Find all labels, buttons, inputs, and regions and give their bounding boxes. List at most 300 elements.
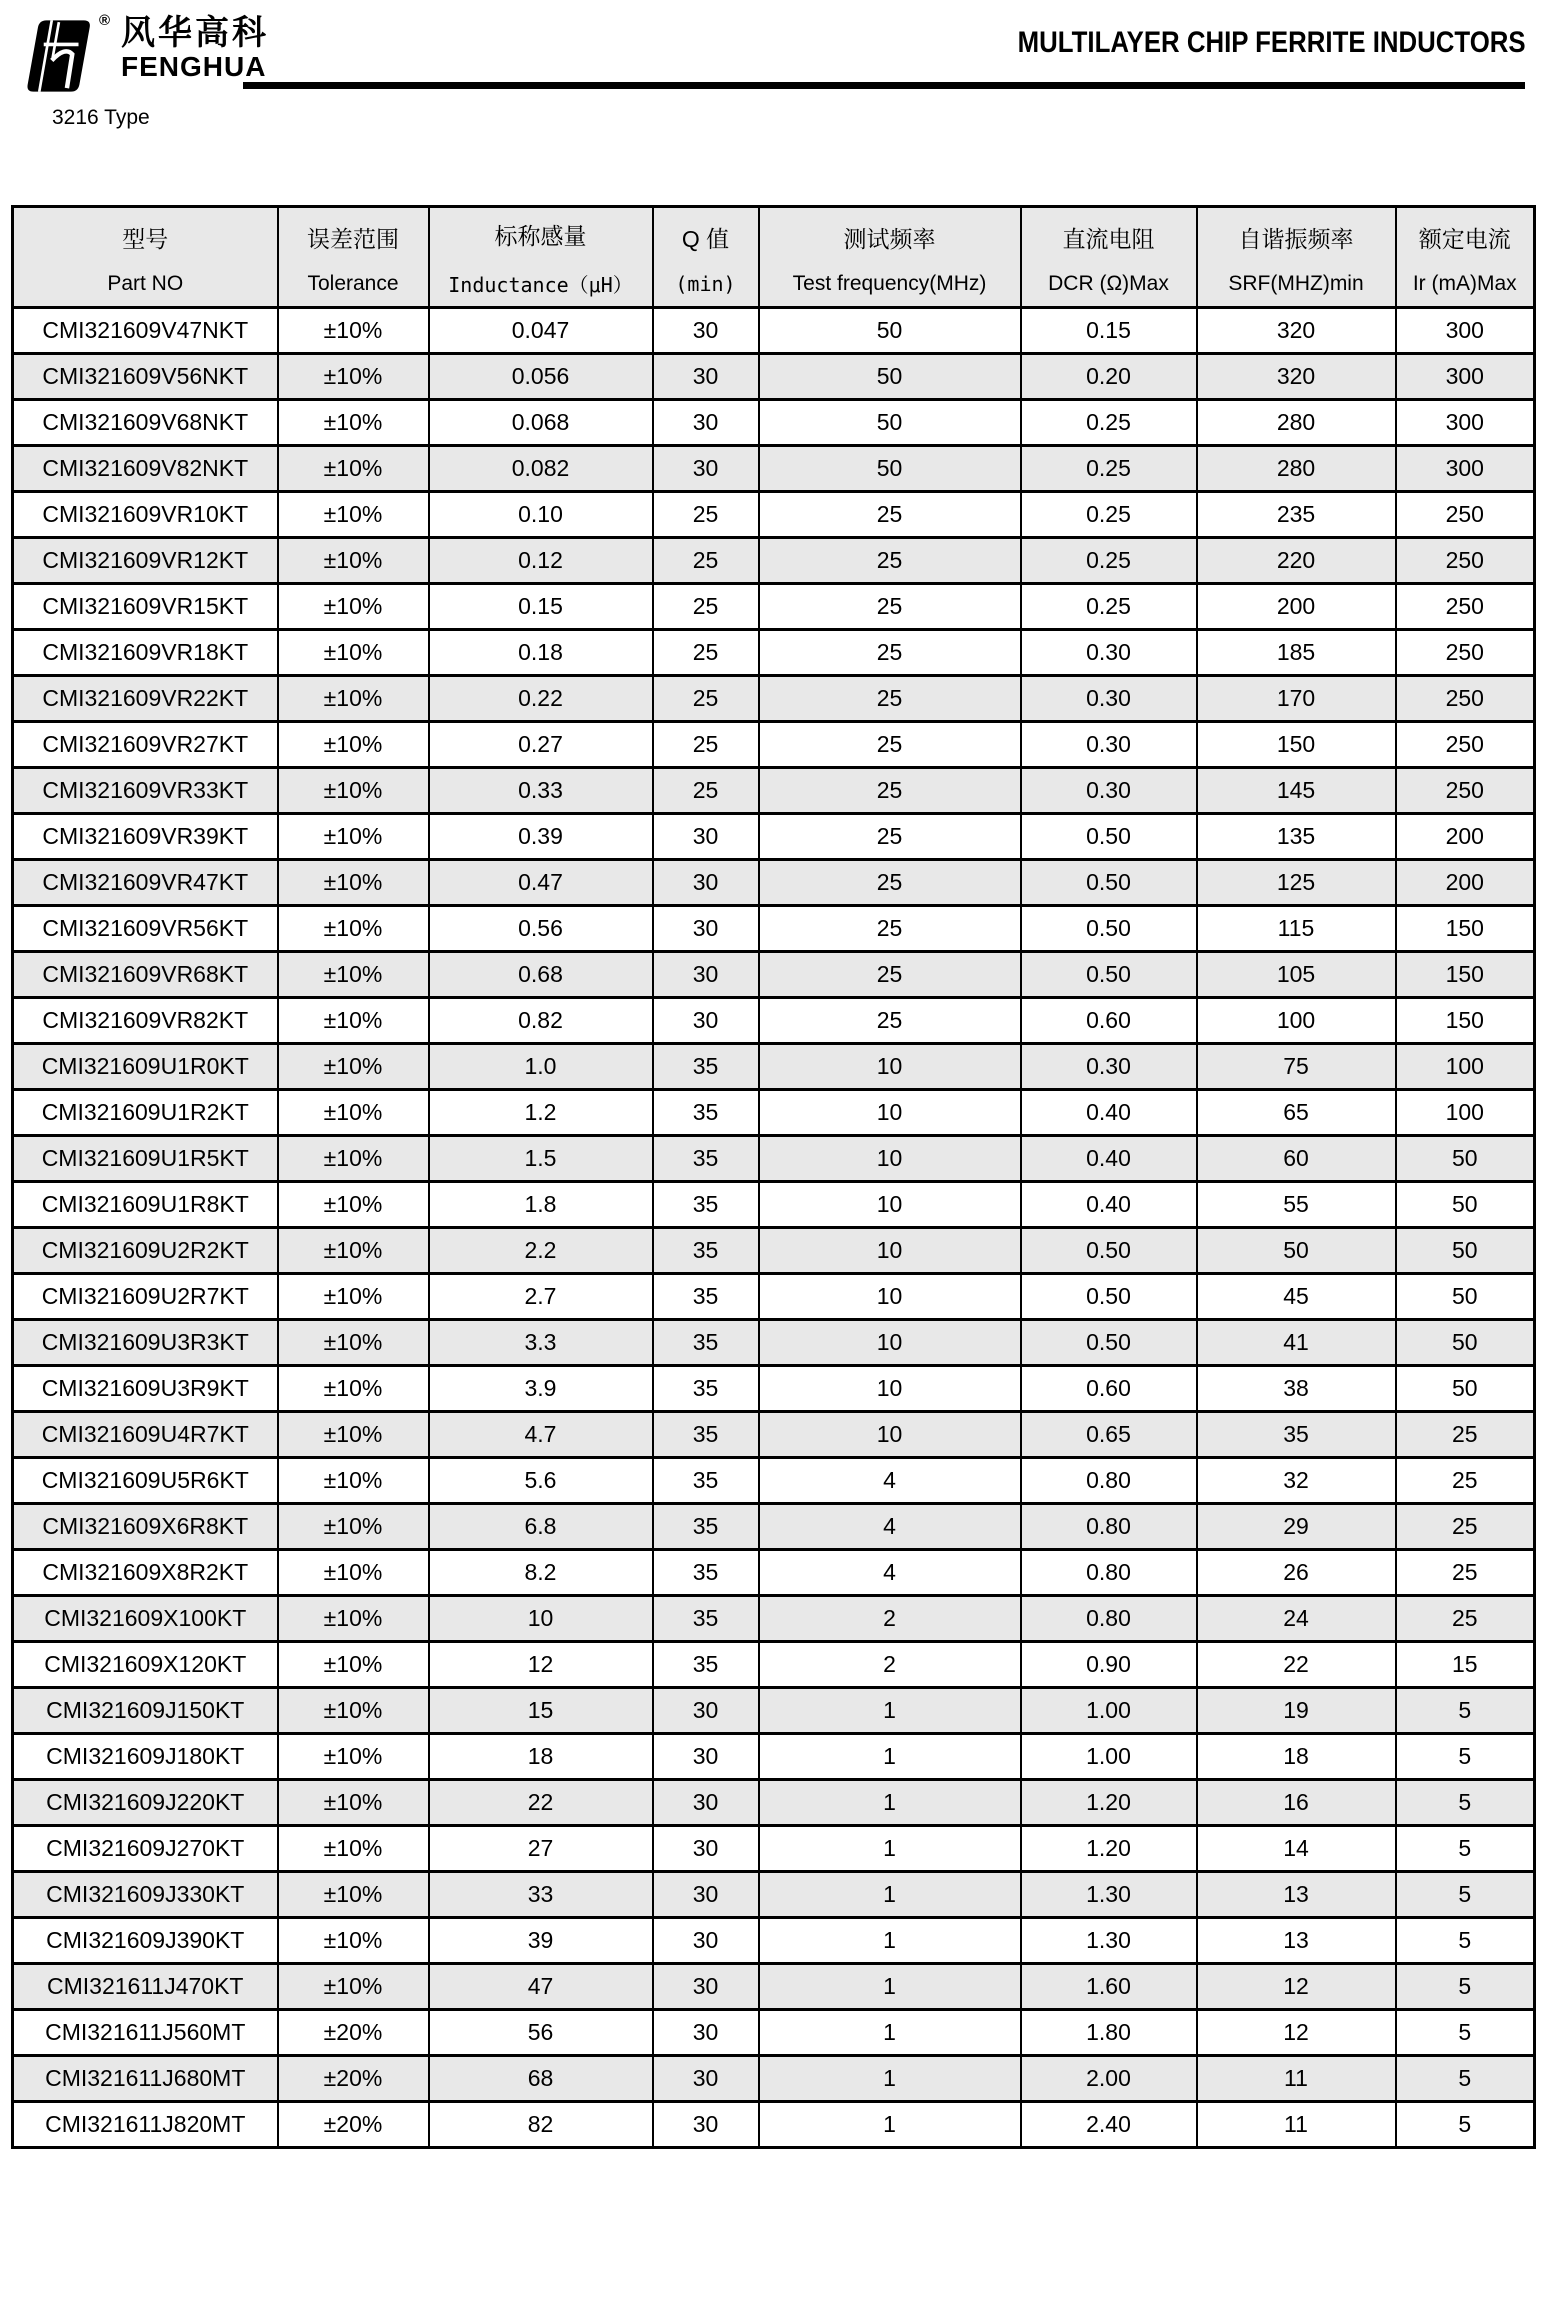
cell-part-no: CMI321609J220KT — [13, 1780, 278, 1826]
section-label: 3216 Type — [52, 106, 150, 129]
cell-value: 0.80 — [1021, 1504, 1197, 1550]
header-rule — [243, 82, 1525, 89]
cell-value: 50 — [759, 446, 1021, 492]
cell-value: ±10% — [278, 354, 429, 400]
cell-value: ±10% — [278, 952, 429, 998]
cell-value: ±20% — [278, 2056, 429, 2102]
cell-value: 2 — [759, 1642, 1021, 1688]
cell-part-no: CMI321609VR47KT — [13, 860, 278, 906]
cell-value: 1.0 — [429, 1044, 653, 1090]
cell-value: 0.68 — [429, 952, 653, 998]
cell-value: 35 — [653, 1228, 759, 1274]
cell-value: 19 — [1197, 1688, 1396, 1734]
cell-value: 65 — [1197, 1090, 1396, 1136]
cell-value: 5 — [1396, 2102, 1535, 2148]
cell-value: 33 — [429, 1872, 653, 1918]
cell-value: 5 — [1396, 1780, 1535, 1826]
cell-value: 250 — [1396, 768, 1535, 814]
page-title: MULTILAYER CHIP FERRITE INDUCTORS — [1018, 26, 1526, 59]
cell-value: 30 — [653, 1918, 759, 1964]
cell-value: 30 — [653, 906, 759, 952]
cell-value: ±10% — [278, 1964, 429, 2010]
cell-value: 25 — [759, 906, 1021, 952]
cell-value: 150 — [1396, 998, 1535, 1044]
cell-value: 50 — [759, 400, 1021, 446]
cell-value: ±10% — [278, 1596, 429, 1642]
table-row — [13, 2102, 1535, 2148]
column-header-4 — [759, 207, 1021, 308]
column-header-1 — [278, 207, 429, 308]
table-row — [13, 1412, 1535, 1458]
cell-value: 35 — [1197, 1412, 1396, 1458]
table-row — [13, 722, 1535, 768]
cell-part-no: CMI321609X8R2KT — [13, 1550, 278, 1596]
cell-value: 0.25 — [1021, 446, 1197, 492]
table-row — [13, 446, 1535, 492]
cell-value: 0.40 — [1021, 1182, 1197, 1228]
cell-value: 5 — [1396, 1872, 1535, 1918]
cell-value: 0.65 — [1021, 1412, 1197, 1458]
cell-value: 0.30 — [1021, 1044, 1197, 1090]
table-row — [13, 1320, 1535, 1366]
cell-value: 24 — [1197, 1596, 1396, 1642]
cell-value: 0.50 — [1021, 1320, 1197, 1366]
cell-value: 0.82 — [429, 998, 653, 1044]
column-header-cn: Q 值 — [681, 225, 730, 252]
cell-value: 50 — [1396, 1320, 1535, 1366]
cell-value: ±10% — [278, 998, 429, 1044]
cell-value: 135 — [1197, 814, 1396, 860]
cell-part-no: CMI321609VR56KT — [13, 906, 278, 952]
cell-value: ±10% — [278, 1274, 429, 1320]
cell-value: 0.50 — [1021, 860, 1197, 906]
table-row — [13, 1550, 1535, 1596]
cell-value: 300 — [1396, 400, 1535, 446]
table-row — [13, 1780, 1535, 1826]
cell-value: ±10% — [278, 1550, 429, 1596]
cell-value: 5 — [1396, 1826, 1535, 1872]
cell-value: 3.3 — [429, 1320, 653, 1366]
cell-value: 30 — [653, 446, 759, 492]
cell-value: 10 — [759, 1274, 1021, 1320]
cell-value: 150 — [1197, 722, 1396, 768]
cell-value: 1.8 — [429, 1182, 653, 1228]
cell-value: 100 — [1396, 1090, 1535, 1136]
column-header-7 — [1396, 207, 1535, 308]
table-row — [13, 1734, 1535, 1780]
cell-part-no: CMI321609U1R8KT — [13, 1182, 278, 1228]
cell-value: 35 — [653, 1642, 759, 1688]
table-row — [13, 1964, 1535, 2010]
cell-value: 30 — [653, 998, 759, 1044]
table-row — [13, 1136, 1535, 1182]
cell-value: 10 — [429, 1596, 653, 1642]
cell-value: 150 — [1396, 906, 1535, 952]
cell-value: 30 — [653, 2102, 759, 2148]
cell-value: 41 — [1197, 1320, 1396, 1366]
cell-value: 27 — [429, 1826, 653, 1872]
table-row — [13, 1044, 1535, 1090]
cell-value: 25 — [759, 630, 1021, 676]
cell-value: 115 — [1197, 906, 1396, 952]
cell-part-no: CMI321609VR22KT — [13, 676, 278, 722]
column-header-en: Inductance（μH） — [448, 273, 633, 297]
cell-part-no: CMI321609VR33KT — [13, 768, 278, 814]
cell-part-no: CMI321609VR10KT — [13, 492, 278, 538]
cell-value: 10 — [759, 1228, 1021, 1274]
cell-part-no: CMI321609U2R2KT — [13, 1228, 278, 1274]
column-header-en: Test frequency(MHz) — [792, 271, 987, 295]
cell-value: 25 — [1396, 1550, 1535, 1596]
cell-value: 55 — [1197, 1182, 1396, 1228]
cell-value: 10 — [759, 1320, 1021, 1366]
cell-value: 30 — [653, 354, 759, 400]
cell-value: 25 — [759, 952, 1021, 998]
cell-value: 0.30 — [1021, 768, 1197, 814]
table-row — [13, 1872, 1535, 1918]
cell-part-no: CMI321609J150KT — [13, 1688, 278, 1734]
cell-value: 0.60 — [1021, 998, 1197, 1044]
cell-value: 25 — [653, 538, 759, 584]
cell-value: 10 — [759, 1182, 1021, 1228]
cell-value: 39 — [429, 1918, 653, 1964]
cell-value: 0.27 — [429, 722, 653, 768]
cell-value: 280 — [1197, 446, 1396, 492]
cell-value: 0.80 — [1021, 1458, 1197, 1504]
cell-value: 0.25 — [1021, 400, 1197, 446]
cell-value: 1 — [759, 2010, 1021, 2056]
cell-value: ±10% — [278, 1320, 429, 1366]
table-row — [13, 1596, 1535, 1642]
cell-part-no: CMI321611J560MT — [13, 2010, 278, 2056]
cell-part-no: CMI321609J330KT — [13, 1872, 278, 1918]
cell-part-no: CMI321609V68NKT — [13, 400, 278, 446]
cell-value: ±10% — [278, 1412, 429, 1458]
cell-value: 0.40 — [1021, 1136, 1197, 1182]
cell-value: 1.20 — [1021, 1826, 1197, 1872]
cell-value: 3.9 — [429, 1366, 653, 1412]
logo-english-name: FENGHUA — [121, 51, 267, 82]
cell-value: 10 — [759, 1412, 1021, 1458]
cell-value: 25 — [1396, 1504, 1535, 1550]
cell-value: 35 — [653, 1596, 759, 1642]
cell-part-no: CMI321609U1R2KT — [13, 1090, 278, 1136]
fenghua-logo-icon — [25, 14, 91, 98]
cell-value: ±10% — [278, 1826, 429, 1872]
cell-value: 0.50 — [1021, 906, 1197, 952]
cell-value: 2.40 — [1021, 2102, 1197, 2148]
cell-value: 1.00 — [1021, 1734, 1197, 1780]
cell-value: ±10% — [278, 1780, 429, 1826]
cell-value: 10 — [759, 1090, 1021, 1136]
cell-value: ±10% — [278, 492, 429, 538]
column-header-0 — [13, 207, 278, 308]
cell-value: ±10% — [278, 1504, 429, 1550]
cell-value: 13 — [1197, 1918, 1396, 1964]
cell-value: 1.30 — [1021, 1872, 1197, 1918]
cell-value: 29 — [1197, 1504, 1396, 1550]
cell-value: 1.00 — [1021, 1688, 1197, 1734]
table-row — [13, 676, 1535, 722]
cell-part-no: CMI321609X120KT — [13, 1642, 278, 1688]
cell-value: 0.15 — [1021, 308, 1197, 354]
cell-value: ±10% — [278, 538, 429, 584]
cell-part-no: CMI321609J180KT — [13, 1734, 278, 1780]
cell-value: 100 — [1396, 1044, 1535, 1090]
cell-value: 0.50 — [1021, 1228, 1197, 1274]
cell-value: 8.2 — [429, 1550, 653, 1596]
cell-value: 35 — [653, 1044, 759, 1090]
cell-value: 25 — [653, 630, 759, 676]
cell-value: 250 — [1396, 584, 1535, 630]
cell-value: 1 — [759, 1918, 1021, 1964]
cell-value: 150 — [1396, 952, 1535, 998]
cell-value: ±10% — [278, 814, 429, 860]
cell-value: 200 — [1396, 814, 1535, 860]
table-row — [13, 860, 1535, 906]
cell-value: 1.5 — [429, 1136, 653, 1182]
cell-value: 4.7 — [429, 1412, 653, 1458]
cell-value: 75 — [1197, 1044, 1396, 1090]
cell-value: 30 — [653, 1964, 759, 2010]
cell-value: 35 — [653, 1550, 759, 1596]
fenghua-logo — [25, 14, 269, 98]
cell-value: 0.30 — [1021, 676, 1197, 722]
cell-value: 25 — [759, 722, 1021, 768]
table-row — [13, 1274, 1535, 1320]
cell-value: ±10% — [278, 1090, 429, 1136]
cell-value: 35 — [653, 1090, 759, 1136]
cell-value: 0.80 — [1021, 1550, 1197, 1596]
cell-value: 25 — [759, 768, 1021, 814]
cell-value: 32 — [1197, 1458, 1396, 1504]
cell-value: 0.12 — [429, 538, 653, 584]
table-row — [13, 2010, 1535, 2056]
cell-value: 82 — [429, 2102, 653, 2148]
cell-value: 320 — [1197, 354, 1396, 400]
cell-value: 0.068 — [429, 400, 653, 446]
cell-value: ±10% — [278, 308, 429, 354]
cell-value: 38 — [1197, 1366, 1396, 1412]
cell-part-no: CMI321609V56NKT — [13, 354, 278, 400]
cell-value: 35 — [653, 1366, 759, 1412]
cell-value: 25 — [653, 722, 759, 768]
cell-value: 0.25 — [1021, 538, 1197, 584]
cell-value: 200 — [1197, 584, 1396, 630]
cell-value: ±10% — [278, 400, 429, 446]
cell-value: 1 — [759, 1688, 1021, 1734]
cell-part-no: CMI321609U3R3KT — [13, 1320, 278, 1366]
table-row — [13, 952, 1535, 998]
cell-value: 200 — [1396, 860, 1535, 906]
cell-value: 12 — [1197, 1964, 1396, 2010]
cell-value: 25 — [1396, 1596, 1535, 1642]
table-row — [13, 2056, 1535, 2102]
table-row — [13, 354, 1535, 400]
column-header-en: Ir (mA)Max — [1412, 271, 1517, 295]
cell-value: 30 — [653, 952, 759, 998]
cell-value: 25 — [1396, 1458, 1535, 1504]
cell-value: 1 — [759, 2102, 1021, 2148]
cell-part-no: CMI321609VR27KT — [13, 722, 278, 768]
table-row — [13, 1642, 1535, 1688]
cell-part-no: CMI321609VR82KT — [13, 998, 278, 1044]
cell-value: 100 — [1197, 998, 1396, 1044]
cell-value: ±10% — [278, 906, 429, 952]
cell-value: 1 — [759, 1964, 1021, 2010]
table-row — [13, 538, 1535, 584]
cell-value: 15 — [429, 1688, 653, 1734]
cell-value: 185 — [1197, 630, 1396, 676]
cell-value: 35 — [653, 1458, 759, 1504]
cell-value: 0.047 — [429, 308, 653, 354]
column-header-cn: 额定电流 — [1418, 225, 1511, 252]
cell-value: 30 — [653, 814, 759, 860]
column-header-en: (min) — [675, 271, 736, 296]
cell-value: 30 — [653, 400, 759, 446]
cell-value: ±20% — [278, 2102, 429, 2148]
registered-trademark: ® — [99, 12, 111, 29]
table-row — [13, 1688, 1535, 1734]
cell-value: 0.22 — [429, 676, 653, 722]
cell-value: 22 — [429, 1780, 653, 1826]
table-row — [13, 1228, 1535, 1274]
cell-value: ±10% — [278, 722, 429, 768]
table-row — [13, 906, 1535, 952]
cell-value: 35 — [653, 1182, 759, 1228]
column-header-cn: 型号 — [122, 225, 169, 252]
cell-value: 26 — [1197, 1550, 1396, 1596]
cell-value: 35 — [653, 1504, 759, 1550]
cell-value: 1.30 — [1021, 1918, 1197, 1964]
cell-value: 11 — [1197, 2102, 1396, 2148]
cell-part-no: CMI321609U5R6KT — [13, 1458, 278, 1504]
cell-value: 5 — [1396, 1688, 1535, 1734]
cell-part-no: CMI321611J820MT — [13, 2102, 278, 2148]
cell-value: 35 — [653, 1274, 759, 1320]
cell-value: 13 — [1197, 1872, 1396, 1918]
cell-value: 1.80 — [1021, 2010, 1197, 2056]
cell-value: 0.25 — [1021, 584, 1197, 630]
cell-value: ±10% — [278, 1458, 429, 1504]
cell-part-no: CMI321611J470KT — [13, 1964, 278, 2010]
cell-value: 280 — [1197, 400, 1396, 446]
cell-value: 30 — [653, 2056, 759, 2102]
cell-value: 0.25 — [1021, 492, 1197, 538]
cell-value: 250 — [1396, 676, 1535, 722]
cell-value: 35 — [653, 1320, 759, 1366]
cell-value: 35 — [653, 1136, 759, 1182]
inductor-spec-table — [11, 205, 1536, 2149]
table-row — [13, 1504, 1535, 1550]
cell-value: 25 — [759, 676, 1021, 722]
cell-value: 0.20 — [1021, 354, 1197, 400]
cell-value: 1.2 — [429, 1090, 653, 1136]
cell-value: 10 — [759, 1366, 1021, 1412]
cell-value: 5 — [1396, 1734, 1535, 1780]
cell-value: 5 — [1396, 2056, 1535, 2102]
cell-value: 1 — [759, 2056, 1021, 2102]
cell-value: 0.39 — [429, 814, 653, 860]
cell-value: 6.8 — [429, 1504, 653, 1550]
cell-value: 1.60 — [1021, 1964, 1197, 2010]
cell-value: 0.50 — [1021, 1274, 1197, 1320]
cell-value: 12 — [429, 1642, 653, 1688]
column-header-en: Tolerance — [307, 271, 399, 295]
table-row — [13, 1458, 1535, 1504]
cell-value: 25 — [759, 538, 1021, 584]
cell-part-no: CMI321609V82NKT — [13, 446, 278, 492]
column-header-cn: 自谐振频率 — [1238, 225, 1354, 252]
cell-value: 12 — [1197, 2010, 1396, 2056]
column-header-cn: 误差范围 — [307, 225, 399, 252]
table-row — [13, 1182, 1535, 1228]
cell-value: 25 — [653, 768, 759, 814]
cell-part-no: CMI321609VR39KT — [13, 814, 278, 860]
cell-value: 50 — [759, 354, 1021, 400]
cell-part-no: CMI321609U1R0KT — [13, 1044, 278, 1090]
cell-value: 30 — [653, 2010, 759, 2056]
cell-value: ±10% — [278, 446, 429, 492]
cell-value: 25 — [653, 492, 759, 538]
cell-part-no: CMI321609U4R7KT — [13, 1412, 278, 1458]
cell-value: ±10% — [278, 1872, 429, 1918]
cell-value: 25 — [759, 492, 1021, 538]
cell-value: ±10% — [278, 1366, 429, 1412]
table-row — [13, 400, 1535, 446]
cell-value: 30 — [653, 1688, 759, 1734]
cell-value: 50 — [1396, 1274, 1535, 1320]
cell-value: 5 — [1396, 1918, 1535, 1964]
column-header-cn: 标称感量 — [494, 223, 587, 249]
cell-value: 14 — [1197, 1826, 1396, 1872]
cell-value: 2.00 — [1021, 2056, 1197, 2102]
cell-value: 18 — [1197, 1734, 1396, 1780]
cell-value: 1 — [759, 1872, 1021, 1918]
cell-value: 250 — [1396, 630, 1535, 676]
cell-value: 300 — [1396, 446, 1535, 492]
cell-value: 0.90 — [1021, 1642, 1197, 1688]
cell-part-no: CMI321609J390KT — [13, 1918, 278, 1964]
cell-value: 2 — [759, 1596, 1021, 1642]
cell-value: 25 — [759, 814, 1021, 860]
cell-part-no: CMI321609V47NKT — [13, 308, 278, 354]
cell-value: 30 — [653, 1872, 759, 1918]
cell-part-no: CMI321611J680MT — [13, 2056, 278, 2102]
cell-value: 0.18 — [429, 630, 653, 676]
cell-value: 56 — [429, 2010, 653, 2056]
cell-value: 25 — [759, 584, 1021, 630]
cell-value: 0.80 — [1021, 1596, 1197, 1642]
cell-part-no: CMI321609U1R5KT — [13, 1136, 278, 1182]
cell-value: 105 — [1197, 952, 1396, 998]
cell-value: 2.2 — [429, 1228, 653, 1274]
cell-value: 0.50 — [1021, 952, 1197, 998]
cell-value: 170 — [1197, 676, 1396, 722]
column-header-3 — [653, 207, 759, 308]
cell-value: 5.6 — [429, 1458, 653, 1504]
table-row — [13, 768, 1535, 814]
cell-value: ±10% — [278, 1688, 429, 1734]
cell-value: 15 — [1396, 1642, 1535, 1688]
column-header-6 — [1197, 207, 1396, 308]
cell-value: 1.20 — [1021, 1780, 1197, 1826]
cell-value: 300 — [1396, 308, 1535, 354]
cell-value: 4 — [759, 1550, 1021, 1596]
cell-value: 50 — [1396, 1136, 1535, 1182]
table-row — [13, 308, 1535, 354]
cell-value: 0.56 — [429, 906, 653, 952]
